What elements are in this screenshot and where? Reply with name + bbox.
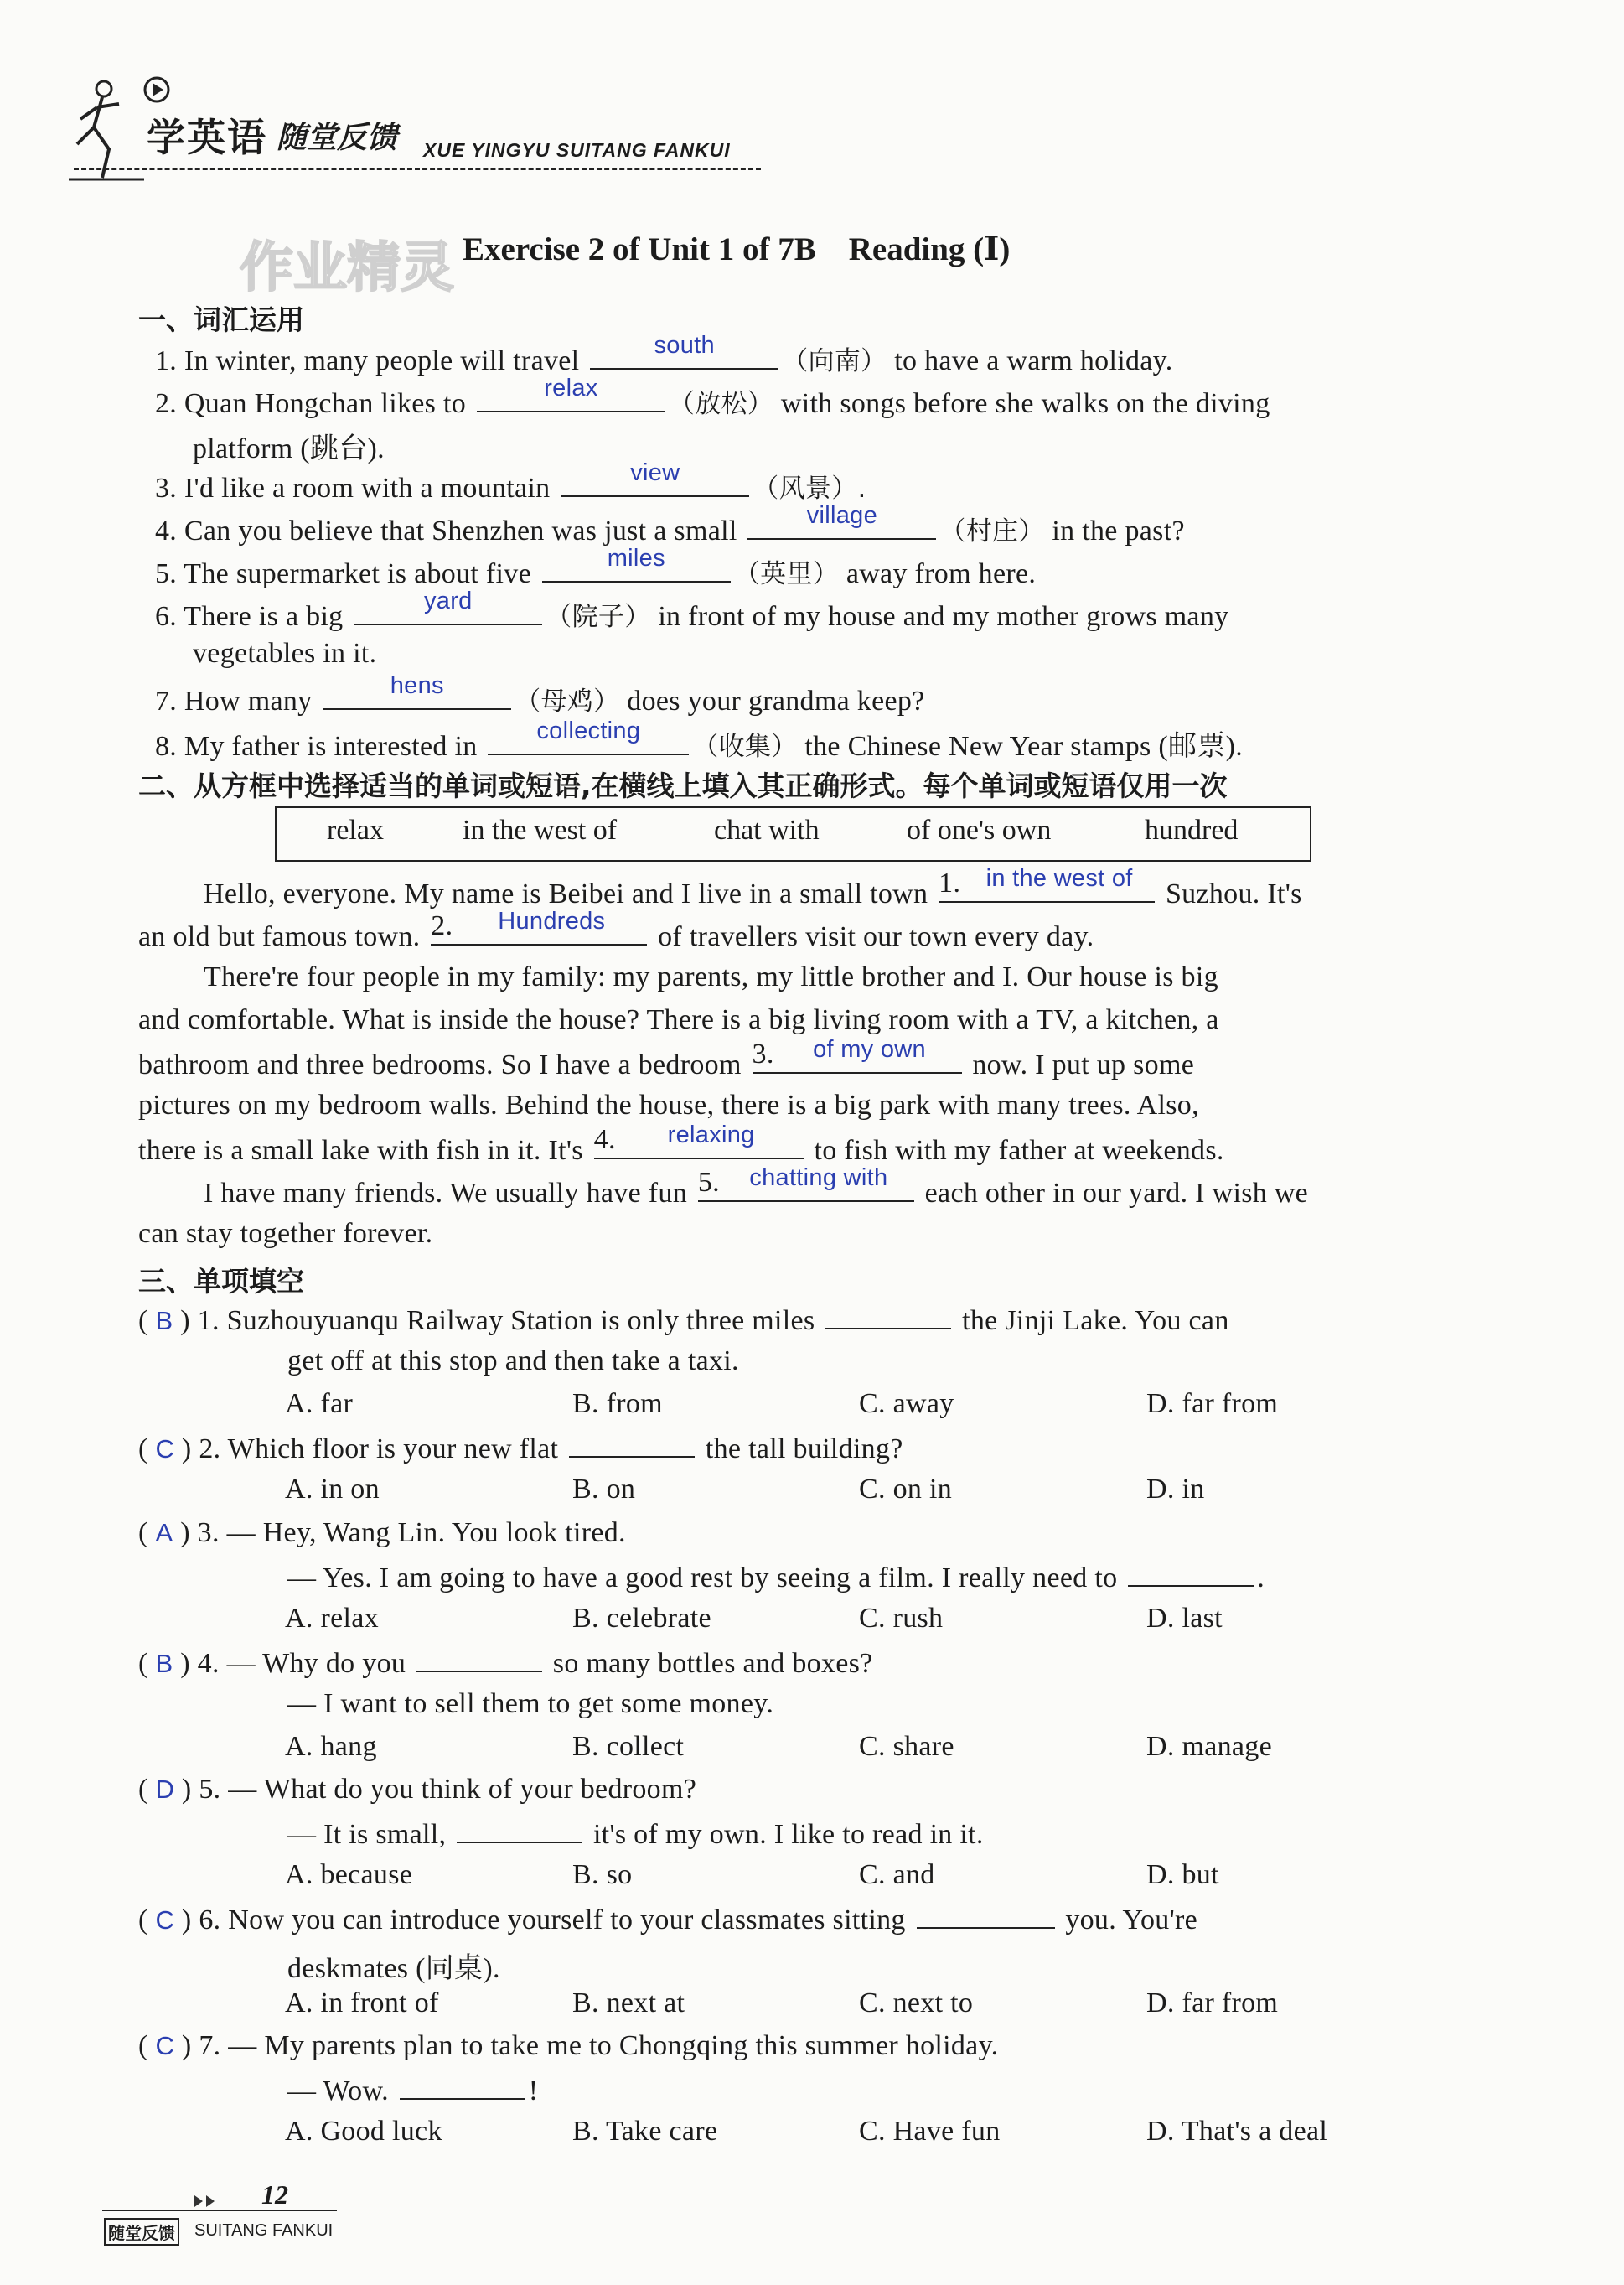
vocab-item-7: 7. How many hens （母鸡） does your grandma keep? [155, 672, 925, 717]
mc-question-2: ( C ) 2. Which floor is your new flat the tall building? [138, 1431, 903, 1465]
mc-question-5: ( D ) 5. — What do you think of your bedroom? [138, 1774, 697, 1805]
mc-question-1-cont: get off at this stop and then take a taxi. [287, 1345, 739, 1376]
answer-blank[interactable]: 5. chatting with [698, 1175, 914, 1202]
header-divider [74, 168, 761, 170]
footer-label-cn: 随堂反馈 [104, 2218, 179, 2246]
option-a[interactable]: A. in on [285, 1474, 380, 1505]
option-c[interactable]: C. on in [859, 1474, 953, 1505]
mc-answer[interactable]: A [155, 1518, 173, 1547]
vocab-item-1: 1. In winter, many people will travel south （向南） to have a warm holiday. [155, 332, 1173, 376]
option-a[interactable]: A. Good luck [285, 2116, 442, 2147]
answer-blank[interactable]: south [590, 343, 778, 370]
mc-question-6-cont: deskmates (同桌). [287, 1953, 500, 1984]
passage-line: and comfortable. What is inside the house? There is a big living room with a TV, a kitchen, a [138, 1004, 1219, 1035]
mc-question-7-cont: — Wow. ! [287, 2073, 538, 2107]
vocab-item-6: 6. There is a big yard （院子） in front of my house and my mother grows many [155, 588, 1229, 632]
box-word: of one's own [907, 815, 1052, 846]
passage-line: can stay together forever. [138, 1218, 433, 1249]
option-b[interactable]: B. on [572, 1474, 636, 1505]
mc-question-7: ( C ) 7. — My parents plan to take me to Chongqing this summer holiday. [138, 2030, 999, 2061]
answer-blank[interactable] [457, 1816, 582, 1843]
option-a[interactable]: A. in front of [285, 1987, 439, 2018]
passage-line: I have many friends. We usually have fun 5. chatting with each other in our yard. I wish we [204, 1164, 1309, 1209]
mc-question-3-cont: — Yes. I am going to have a good rest by seeing a film. I really need to . [287, 1560, 1265, 1594]
answer-blank[interactable]: relax [477, 386, 665, 412]
mc-answer[interactable]: D [155, 1775, 175, 1804]
option-d[interactable]: D. in [1146, 1474, 1205, 1505]
vocab-item-2-cont: platform (跳台). [193, 433, 385, 464]
option-d[interactable]: D. far from [1146, 1388, 1279, 1419]
option-b[interactable]: B. collect [572, 1731, 685, 1762]
mc-question-1: ( B ) 1. Suzhouyuanqu Railway Station is only three miles the Jinji Lake. You can [138, 1303, 1229, 1337]
option-d[interactable]: D. far from [1146, 1987, 1279, 2018]
mc-question-3: ( A ) 3. — Hey, Wang Lin. You look tired. [138, 1517, 626, 1548]
mc-answer[interactable]: B [155, 1649, 173, 1678]
answer-blank[interactable] [569, 1431, 695, 1458]
mc-answer[interactable]: C [155, 1434, 175, 1464]
header-title-en: XUE YINGYU SUITANG FANKUI [423, 139, 731, 161]
option-b[interactable]: B. so [572, 1859, 633, 1890]
exercise-title: Exercise 2 of Unit 1 of 7B Reading (Ⅰ) [463, 231, 1011, 267]
passage-line: pictures on my bedroom walls. Behind the house, there is a big park with many trees. Also, [138, 1090, 1199, 1121]
header-title-cn: 学英语 [147, 115, 267, 160]
answer-blank[interactable] [400, 2073, 525, 2100]
word-box [275, 806, 1311, 862]
answer-blank[interactable]: collecting [488, 728, 689, 755]
passage-line: there is a small lake with fish in it. It's 4. relaxing to fish with my father at weekends. [138, 1122, 1224, 1166]
option-c[interactable]: C. next to [859, 1987, 974, 2018]
option-d[interactable]: D. last [1146, 1603, 1223, 1634]
answer-blank[interactable] [917, 1902, 1055, 1929]
option-b[interactable]: B. next at [572, 1987, 685, 2018]
section3-heading: 三、单项填空 [138, 1265, 304, 1298]
option-b[interactable]: B. Take care [572, 2116, 718, 2147]
mc-answer[interactable]: C [155, 1905, 175, 1935]
answer-blank[interactable]: view [561, 470, 749, 497]
answer-blank[interactable]: 4. relaxing [594, 1132, 804, 1159]
answer-blank[interactable] [416, 1645, 542, 1672]
answer-blank[interactable]: 2. Hundreds [431, 919, 647, 946]
option-c[interactable]: C. rush [859, 1603, 944, 1634]
option-a[interactable]: A. hang [285, 1731, 377, 1762]
option-b[interactable]: B. from [572, 1388, 663, 1419]
mc-question-6: ( C ) 6. Now you can introduce yourself to your classmates sitting you. You're [138, 1902, 1197, 1936]
mc-answer[interactable]: C [155, 2031, 175, 2060]
page-number: 12 [261, 2179, 288, 2210]
option-d[interactable]: D. That's a deal [1146, 2116, 1328, 2147]
box-word: relax [327, 815, 384, 846]
option-c[interactable]: C. Have fun [859, 2116, 1001, 2147]
passage-line: Hello, everyone. My name is Beibei and I live in a small town 1. in the west of Suzhou. It's [204, 865, 1302, 909]
play-icon [142, 75, 171, 104]
box-word: in the west of [463, 815, 618, 846]
vocab-item-6-cont: vegetables in it. [193, 638, 377, 669]
footer-divider [102, 2210, 337, 2211]
option-c[interactable]: C. share [859, 1731, 954, 1762]
answer-blank[interactable]: miles [542, 556, 731, 583]
option-b[interactable]: B. celebrate [572, 1603, 711, 1634]
box-word: chat with [714, 815, 820, 846]
footer-label-en: SUITANG FANKUI [194, 2221, 334, 2240]
option-c[interactable]: C. and [859, 1859, 935, 1890]
mc-question-4-cont: — I want to sell them to get some money. [287, 1688, 774, 1719]
answer-blank[interactable] [1128, 1560, 1254, 1587]
passage-line: an old but famous town. 2. Hundreds of travellers visit our town every day. [138, 908, 1094, 952]
double-arrow-icon [193, 2193, 221, 2210]
vocab-item-8: 8. My father is interested in collecting （收集） the Chinese New Year stamps (邮票). [155, 718, 1243, 762]
option-d[interactable]: D. but [1146, 1859, 1219, 1890]
passage-line: There're four people in my family: my parents, my little brother and I. Our house is big [204, 961, 1218, 992]
vocab-item-5: 5. The supermarket is about five miles （英里） away from here. [155, 545, 1037, 589]
answer-blank[interactable]: hens [323, 683, 511, 710]
option-c[interactable]: C. away [859, 1388, 954, 1419]
box-word: hundred [1145, 815, 1239, 846]
section1-heading: 一、词汇运用 [138, 303, 304, 336]
vocab-item-2: 2. Quan Hongchan likes to relax （放松） with songs before she walks on the diving [155, 375, 1270, 419]
mc-question-5-cont: — It is small, it's of my own. I like to read in it. [287, 1816, 984, 1851]
answer-blank[interactable]: village [747, 513, 936, 540]
option-a[interactable]: A. far [285, 1388, 354, 1419]
mc-answer[interactable]: B [155, 1306, 173, 1335]
vocab-item-4: 4. Can you believe that Shenzhen was just a small village （村庄） in the past? [155, 502, 1185, 547]
answer-blank[interactable]: yard [354, 598, 542, 625]
option-a[interactable]: A. because [285, 1859, 413, 1890]
vocab-item-3: 3. I'd like a room with a mountain view （风景）. [155, 459, 866, 504]
option-d[interactable]: D. manage [1146, 1731, 1272, 1762]
section2-heading: 二、从方框中选择适当的单词或短语,在横线上填入其正确形式。每个单词或短语仅用一次 [138, 769, 1228, 802]
watermark: 作业精灵 [240, 237, 454, 299]
mc-question-4: ( B ) 4. — Why do you so many bottles and boxes? [138, 1645, 873, 1680]
answer-blank[interactable]: 3. of my own [753, 1047, 962, 1074]
passage-line: bathroom and three bedrooms. So I have a bedroom 3. of my own now. I put up some [138, 1036, 1195, 1080]
header-title-cn-2: 随堂反馈 [277, 121, 398, 155]
answer-blank[interactable] [825, 1303, 951, 1329]
option-a[interactable]: A. relax [285, 1603, 379, 1634]
answer-blank[interactable]: 1. in the west of [939, 876, 1155, 903]
